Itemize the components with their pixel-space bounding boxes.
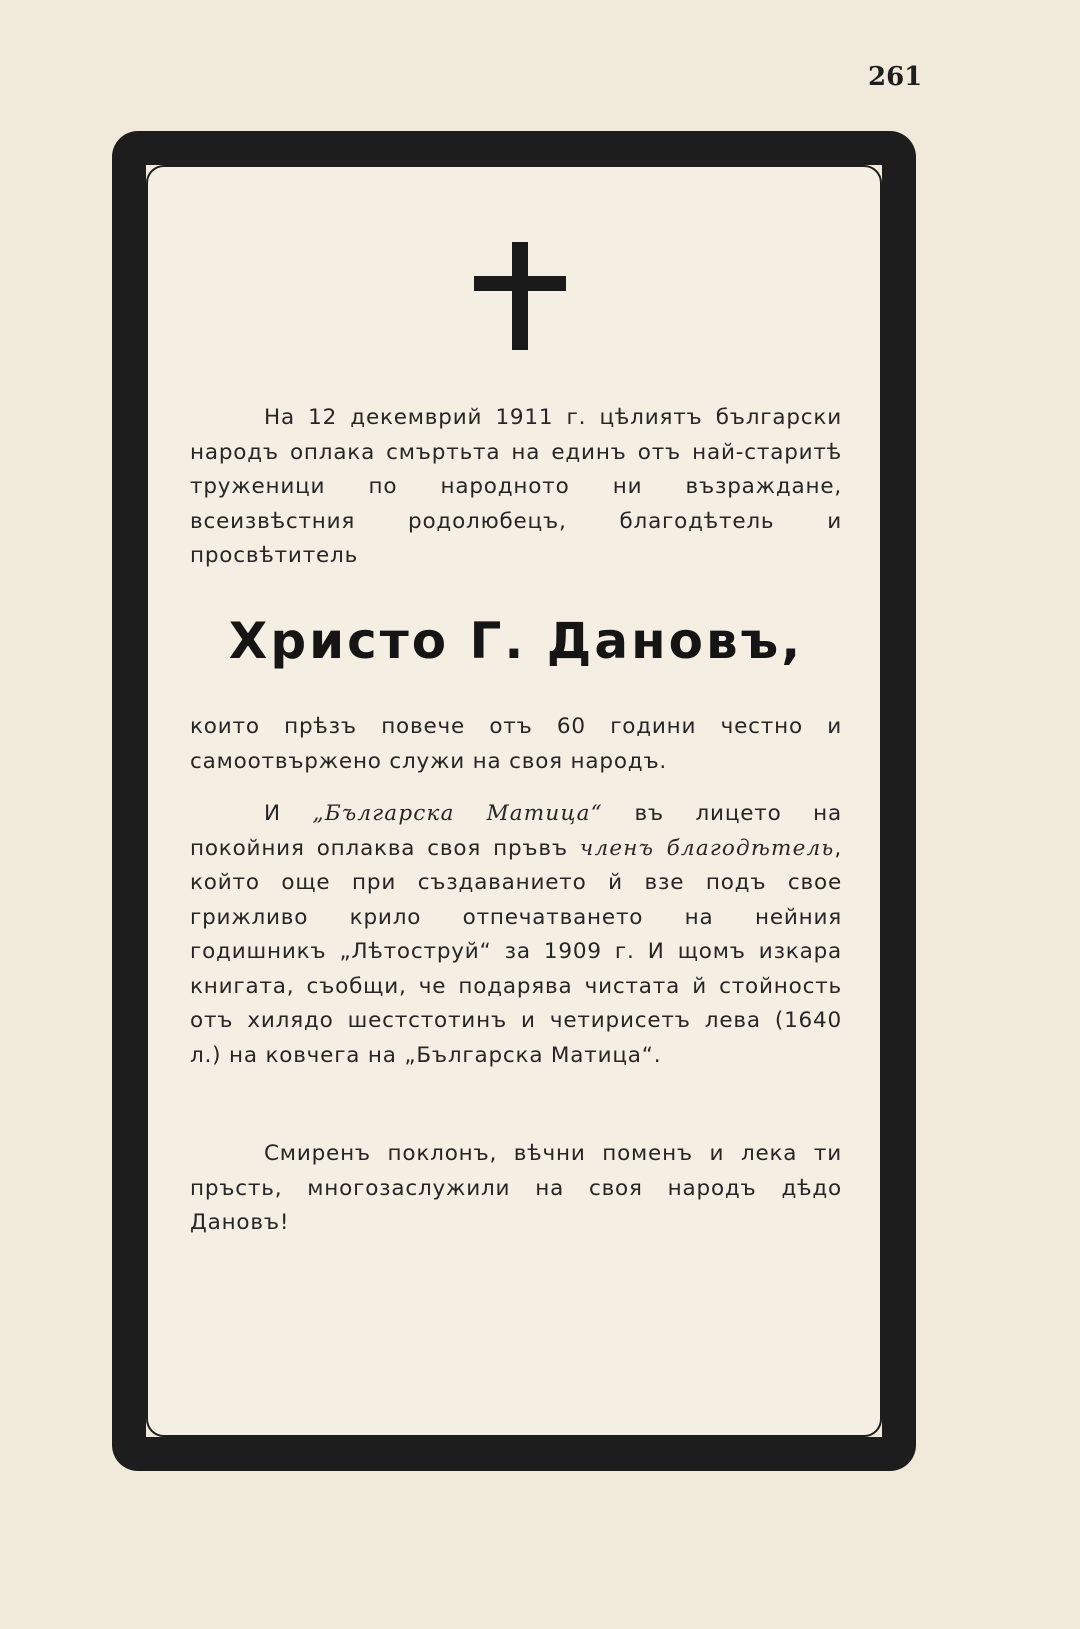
society-paragraph-text: И xyxy=(264,801,313,826)
deceased-name-heading: Христо Г. Дановъ, xyxy=(228,612,804,670)
society-paragraph xyxy=(190,797,842,1073)
service-paragraph: които прѣзъ повече отъ 60 години честно и самоотвържено служи на своя народъ. xyxy=(190,714,842,774)
farewell-paragraph: Смиренъ поклонъ, вѣчни поменъ и лека ти пръсть, многозаслужили на своя народъ дѣдо Дановъ! xyxy=(190,1141,842,1235)
page-number: 261 xyxy=(868,62,923,92)
society-paragraph-text: , който още при създаванието й взе подъ свое грижливо крило отпечатването на нейния годишникъ „Лѣтоструй“ за 1909 г. И щомъ изкара книгата, съобщи, че подарява чистата й стойность отъ хилядо шестстотинъ и четирисетъ лева (1640 л.) на ковчега на „Българска Матица“. xyxy=(190,835,842,1068)
society-name: „Българска Матица“ xyxy=(312,801,603,826)
member-title: членъ благодѣтель xyxy=(579,835,835,861)
society-paragraph-text: въ лицето на покойния оплаква своя пръвъ xyxy=(190,801,842,861)
cross-icon xyxy=(474,242,566,350)
announcement-paragraph: На 12 декемврий 1911 г. цѣлиятъ български народъ оплака смъртьта на единъ отъ най-старитѣ труженици по народното ни възраждане, всеизвѣстния родолюбецъ, благодѣтель и просвѣтитель xyxy=(190,405,842,568)
